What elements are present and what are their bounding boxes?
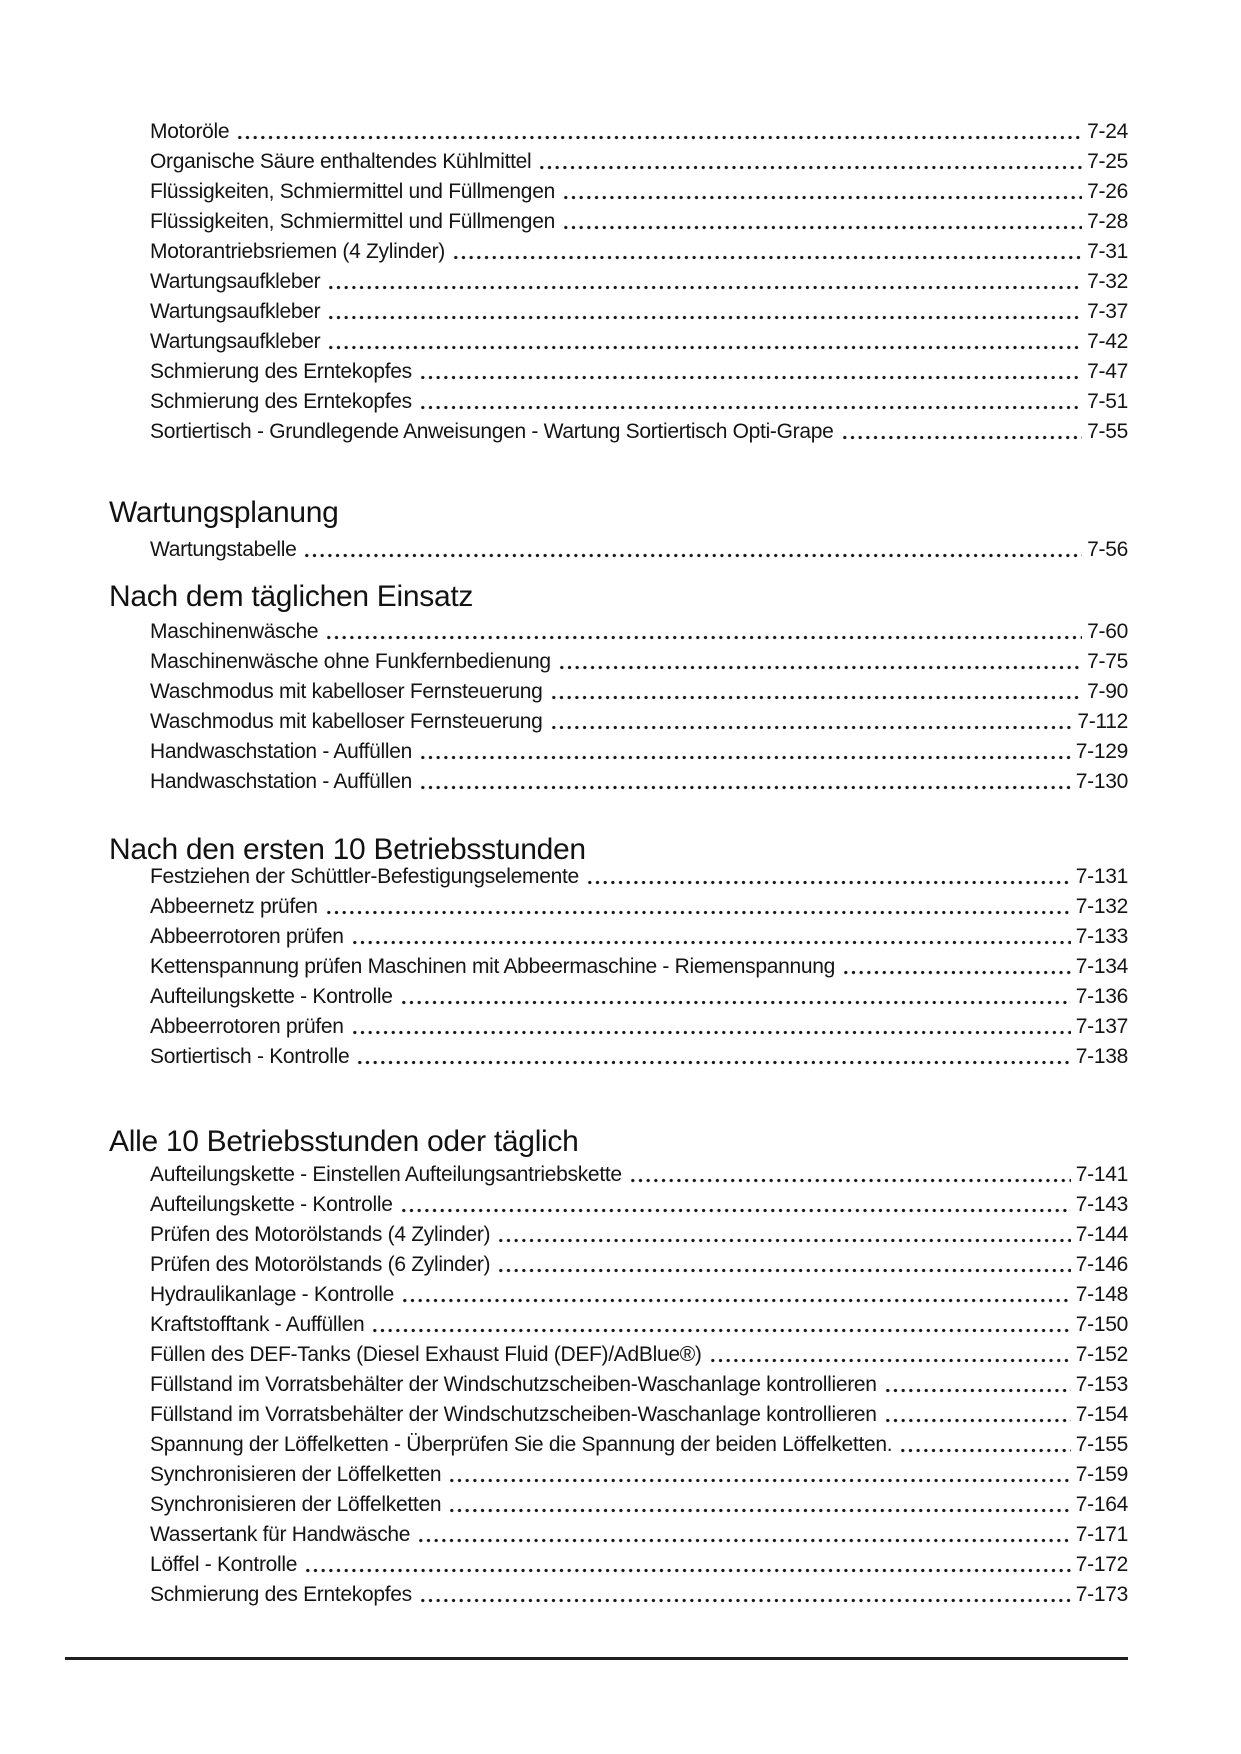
entry-title: Organische Säure enthaltendes Kühlmittel xyxy=(150,150,532,173)
toc-section xyxy=(109,493,1128,565)
toc-entry xyxy=(150,1520,1128,1550)
dot-leader xyxy=(303,535,1082,565)
dot-leader xyxy=(400,1190,1071,1220)
dot-leader xyxy=(419,737,1071,767)
entry-title: Wassertank für Handwäsche xyxy=(150,1523,411,1546)
dot-leader xyxy=(452,237,1082,267)
dot-leader xyxy=(419,357,1082,387)
section-heading: Nach dem täglichen Einsatz xyxy=(109,580,474,613)
dot-leader xyxy=(550,707,1073,737)
entry-page-number: 7-131 xyxy=(1075,865,1128,888)
entry-title: Prüfen des Motorölstands (6 Zylinder) xyxy=(150,1253,491,1276)
dot-leader xyxy=(356,1042,1070,1072)
dot-leader xyxy=(841,417,1083,447)
entry-title: Abbeerrotoren prüfen xyxy=(150,1015,344,1038)
entry-page-number: 7-31 xyxy=(1087,240,1128,263)
entry-title: Spannung der Löffelketten - Überprüfen Sie die Spannung der beiden Löffelketten. xyxy=(150,1433,893,1456)
toc-entry xyxy=(150,1490,1128,1520)
toc-entry xyxy=(150,1280,1128,1310)
toc-entry xyxy=(150,862,1128,892)
dot-leader xyxy=(562,207,1082,237)
entry-page-number: 7-143 xyxy=(1075,1193,1128,1216)
toc-entry xyxy=(150,1220,1128,1250)
entry-page-number: 7-173 xyxy=(1075,1583,1128,1606)
toc-entry xyxy=(150,1460,1128,1490)
dot-leader xyxy=(325,892,1071,922)
dot-leader xyxy=(419,1580,1071,1610)
toc-entry xyxy=(150,892,1128,922)
dot-leader xyxy=(325,617,1082,647)
toc-entry xyxy=(150,982,1128,1012)
toc-entry xyxy=(150,647,1128,677)
entry-title: Abbeerrotoren prüfen xyxy=(150,925,344,948)
entry-page-number: 7-133 xyxy=(1075,925,1128,948)
entry-title: Flüssigkeiten, Schmiermittel und Füllmengen xyxy=(150,180,555,203)
dot-leader xyxy=(497,1250,1071,1280)
entry-page-number: 7-26 xyxy=(1087,180,1128,203)
toc-entry xyxy=(150,237,1128,267)
footer-rule xyxy=(65,1657,1128,1660)
toc-section xyxy=(109,577,1128,797)
toc-entry xyxy=(150,1160,1128,1190)
entry-page-number: 7-150 xyxy=(1075,1313,1128,1336)
entry-title: Füllstand im Vorratsbehälter der Windschutzscheiben-Waschanlage kontrollieren xyxy=(150,1403,877,1426)
entry-title: Synchronisieren der Löffelketten xyxy=(150,1463,442,1486)
entry-page-number: 7-141 xyxy=(1075,1163,1128,1186)
dot-leader xyxy=(417,1520,1071,1550)
toc-section xyxy=(109,830,1128,1072)
entry-title: Motoröle xyxy=(150,120,230,143)
entry-title: Kettenspannung prüfen Maschinen mit Abbeermaschine - Riemenspannung xyxy=(150,955,836,978)
toc-entry xyxy=(150,1400,1128,1430)
dot-leader xyxy=(899,1430,1070,1460)
entry-page-number: 7-47 xyxy=(1087,360,1128,383)
entry-page-number: 7-130 xyxy=(1075,770,1128,793)
entry-title: Schmierung des Erntekopfes xyxy=(150,360,412,383)
dot-leader xyxy=(550,677,1083,707)
entry-title: Festziehen der Schüttler-Befestigungselemente xyxy=(150,865,579,888)
entry-page-number: 7-42 xyxy=(1087,330,1128,353)
entry-title: Füllen des DEF-Tanks (Diesel Exhaust Fluid (DEF)/AdBlue®) xyxy=(150,1343,702,1366)
dot-leader xyxy=(709,1340,1071,1370)
dot-leader xyxy=(327,327,1082,357)
entry-title: Maschinenwäsche xyxy=(150,620,319,643)
entry-title: Aufteilungskette - Kontrolle xyxy=(150,985,393,1008)
toc-entry xyxy=(150,535,1128,565)
entry-title: Schmierung des Erntekopfes xyxy=(150,1583,412,1606)
entry-title: Löffel - Kontrolle xyxy=(150,1553,298,1576)
entry-title: Schmierung des Erntekopfes xyxy=(150,390,412,413)
section-heading: Nach den ersten 10 Betriebsstunden xyxy=(109,833,586,866)
toc-entry xyxy=(150,1580,1128,1610)
toc-entry xyxy=(150,1340,1128,1370)
entry-title: Aufteilungskette - Kontrolle xyxy=(150,1193,393,1216)
dot-leader xyxy=(401,1280,1071,1310)
dot-leader xyxy=(327,297,1082,327)
dot-leader xyxy=(558,647,1082,677)
entry-title: Waschmodus mit kabelloser Fernsteuerung xyxy=(150,710,543,733)
dot-leader xyxy=(497,1220,1071,1250)
entry-title: Sortiertisch - Grundlegende Anweisungen - Wartung Sortiertisch Opti-Grape xyxy=(150,420,834,443)
entry-page-number: 7-132 xyxy=(1075,895,1128,918)
toc-entry xyxy=(150,327,1128,357)
dot-leader xyxy=(629,1160,1071,1190)
entry-title: Sortiertisch - Kontrolle xyxy=(150,1045,350,1068)
entry-page-number: 7-155 xyxy=(1075,1433,1128,1456)
entry-page-number: 7-56 xyxy=(1087,538,1128,561)
entry-page-number: 7-172 xyxy=(1075,1553,1128,1576)
entry-page-number: 7-136 xyxy=(1075,985,1128,1008)
section-heading: Wartungsplanung xyxy=(109,496,339,529)
dot-leader xyxy=(884,1400,1071,1430)
entry-page-number: 7-112 xyxy=(1077,710,1128,733)
toc-entry xyxy=(150,267,1128,297)
dot-leader xyxy=(448,1460,1071,1490)
toc-entry xyxy=(150,147,1128,177)
toc-section xyxy=(109,1122,1128,1610)
dot-leader xyxy=(236,117,1082,147)
dot-leader xyxy=(562,177,1082,207)
entry-page-number: 7-28 xyxy=(1087,210,1128,233)
entry-title: Maschinenwäsche ohne Funkfernbedienung xyxy=(150,650,551,673)
toc-entry xyxy=(150,737,1128,767)
entry-page-number: 7-129 xyxy=(1075,740,1128,763)
entry-title: Kraftstofftank - Auffüllen xyxy=(150,1313,365,1336)
dot-leader xyxy=(351,922,1071,952)
entry-page-number: 7-24 xyxy=(1087,120,1128,143)
entry-page-number: 7-75 xyxy=(1087,650,1128,673)
toc-entry xyxy=(150,207,1128,237)
dot-leader xyxy=(538,147,1082,177)
toc-entry xyxy=(150,357,1128,387)
entry-title: Aufteilungskette - Einstellen Aufteilungsantriebskette xyxy=(150,1163,622,1186)
entry-page-number: 7-32 xyxy=(1087,270,1128,293)
toc-entry xyxy=(150,677,1128,707)
entry-title: Handwaschstation - Auffüllen xyxy=(150,740,413,763)
entry-page-number: 7-37 xyxy=(1087,300,1128,323)
entry-title: Prüfen des Motorölstands (4 Zylinder) xyxy=(150,1223,491,1246)
entry-title: Wartungsaufkleber xyxy=(150,300,321,323)
entry-page-number: 7-146 xyxy=(1075,1253,1128,1276)
entry-title: Handwaschstation - Auffüllen xyxy=(150,770,413,793)
entry-title: Wartungsaufkleber xyxy=(150,330,321,353)
toc-entry xyxy=(150,617,1128,647)
dot-leader xyxy=(448,1490,1071,1520)
entry-title: Flüssigkeiten, Schmiermittel und Füllmengen xyxy=(150,210,555,233)
entry-title: Wartungsaufkleber xyxy=(150,270,321,293)
entry-page-number: 7-154 xyxy=(1075,1403,1128,1426)
dot-leader xyxy=(351,1012,1071,1042)
section-heading: Alle 10 Betriebsstunden oder täglich xyxy=(109,1125,579,1158)
entry-page-number: 7-134 xyxy=(1075,955,1128,978)
entry-page-number: 7-164 xyxy=(1075,1493,1128,1516)
toc-entry xyxy=(150,922,1128,952)
dot-leader xyxy=(371,1310,1070,1340)
entry-title: Abbeernetz prüfen xyxy=(150,895,318,918)
entry-page-number: 7-51 xyxy=(1087,390,1128,413)
dot-leader xyxy=(327,267,1082,297)
dot-leader xyxy=(304,1550,1071,1580)
toc-entry xyxy=(150,297,1128,327)
toc-entry xyxy=(150,1370,1128,1400)
entry-title: Waschmodus mit kabelloser Fernsteuerung xyxy=(150,680,543,703)
entry-page-number: 7-144 xyxy=(1075,1223,1128,1246)
entry-page-number: 7-55 xyxy=(1087,420,1128,443)
toc-entry xyxy=(150,707,1128,737)
dot-leader xyxy=(586,862,1071,892)
toc-entry xyxy=(150,177,1128,207)
entry-page-number: 7-60 xyxy=(1087,620,1128,643)
toc-entry xyxy=(150,417,1128,447)
toc-entry xyxy=(150,387,1128,417)
entry-page-number: 7-159 xyxy=(1075,1463,1128,1486)
dot-leader xyxy=(884,1370,1071,1400)
toc-entry xyxy=(150,1310,1128,1340)
toc-entry xyxy=(150,1012,1128,1042)
entry-title: Motorantriebsriemen (4 Zylinder) xyxy=(150,240,446,263)
entry-page-number: 7-90 xyxy=(1087,680,1128,703)
entry-page-number: 7-137 xyxy=(1075,1015,1128,1038)
entry-title: Wartungstabelle xyxy=(150,538,297,561)
toc-entry xyxy=(150,1250,1128,1280)
entry-page-number: 7-148 xyxy=(1075,1283,1128,1306)
toc xyxy=(109,117,1128,1610)
toc-entry xyxy=(150,1042,1128,1072)
toc-section xyxy=(150,117,1128,447)
toc-entry xyxy=(150,117,1128,147)
entry-title: Synchronisieren der Löffelketten xyxy=(150,1493,442,1516)
toc-entry xyxy=(150,1430,1128,1460)
entry-title: Hydraulikanlage - Kontrolle xyxy=(150,1283,395,1306)
entry-page-number: 7-171 xyxy=(1075,1523,1128,1546)
dot-leader xyxy=(419,767,1071,797)
entry-page-number: 7-25 xyxy=(1087,150,1128,173)
entry-page-number: 7-153 xyxy=(1075,1373,1128,1396)
toc-entry xyxy=(150,1550,1128,1580)
entry-page-number: 7-138 xyxy=(1075,1045,1128,1068)
dot-leader xyxy=(842,952,1071,982)
toc-entry xyxy=(150,1190,1128,1220)
entry-title: Füllstand im Vorratsbehälter der Windschutzscheiben-Waschanlage kontrollieren xyxy=(150,1373,877,1396)
toc-entry xyxy=(150,767,1128,797)
toc-entry xyxy=(150,952,1128,982)
entry-page-number: 7-152 xyxy=(1075,1343,1128,1366)
dot-leader xyxy=(400,982,1071,1012)
dot-leader xyxy=(419,387,1082,417)
